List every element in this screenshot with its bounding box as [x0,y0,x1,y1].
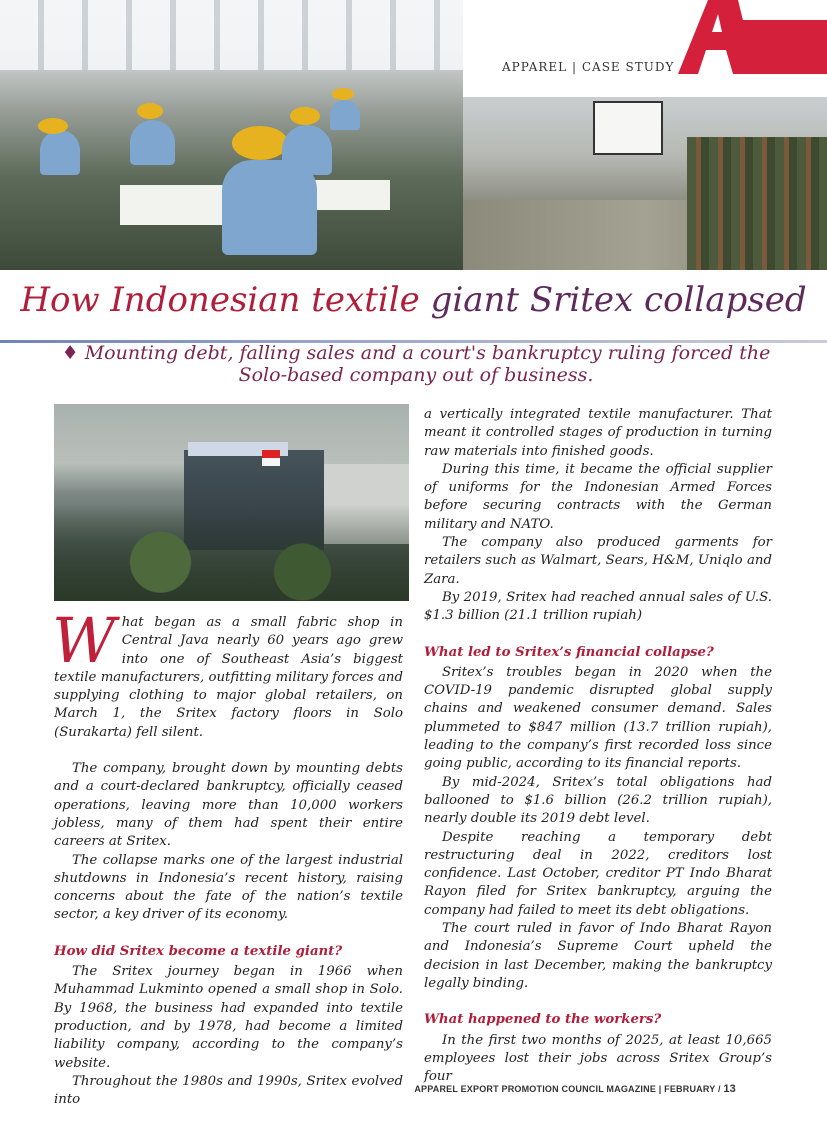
body-paragraph: a vertically integrated textile manufacturer. That meant it controlled stages of production in turning raw materials into finished goods. [424,407,772,459]
flag [262,458,280,466]
body-paragraph: Sritex’s troubles began in 2020 when the COVID-19 pandemic disrupted global supply chains and weakened consumer demand. Sales plummeted to $847 million (13.7 trillion rupiah), leading to the company’s first recorded loss since going public, according to its financial reports. [424,664,772,772]
body-paragraph: During this time, it became the official supplier of uniforms for the Indonesian Armed Forces before securing contracts with the German military and NATO. [424,461,772,532]
section-mark-letter: A [714,45,716,47]
worker-figure [330,100,360,130]
flag [262,450,280,458]
factory-ceiling [0,0,463,70]
article-subtitle [60,342,772,386]
garment-rack [687,137,827,270]
section-heading: How did Sritex become a textile giant? [54,943,343,959]
section-kicker [502,60,674,74]
body-paragraph: The company, brought down by mounting debts and a court-declared bankruptcy, officially ceased operations, leaving more than 10,000 workers jobless, many of them had spent their entire careers at Sritex. [54,761,403,850]
lead-paragraph [52,604,403,742]
section-label: APPAREL [502,60,568,74]
subtitle-bullet: ♦ [61,342,79,364]
garment-line-photo [463,97,827,270]
subtitle-text: Mounting debt, falling sales and a court's bankruptcy ruling forced the Solo-based company out of business. [84,342,771,386]
section-heading: What happened to the workers? [424,1012,662,1028]
body-paragraph: The Sritex journey began in 1966 when Muhammad Lukminto opened a small shop in Solo. By 1968, the business had expanded into textile production, and by 1978, had become a limited liability company, according to the company’s website. [54,964,403,1071]
line-sign [593,101,663,155]
sewing-table [310,180,390,210]
factory-floor-photo [0,0,463,270]
category-label: CASE STUDY [581,60,675,74]
left-column [52,604,403,1109]
worker-cap [38,118,68,134]
worker-figure [130,120,175,165]
trees [54,504,409,601]
section-letter-mark [678,0,827,74]
worker-cap [290,107,320,125]
page-footer [400,1083,736,1095]
title-part-one: How Indonesian textile [20,280,431,320]
page-number: 13 [723,1083,736,1095]
footer-text: APPAREL EXPORT PROMOTION COUNCIL MAGAZINE | FEBRUARY / [414,1084,724,1094]
body-paragraph: The company also produced garments for retailers such as Walmart, Sears, H&M, Uniqlo and Zara. [424,535,772,587]
body-paragraph: The court ruled in favor of Indo Bharat Rayon and Indonesia’s Supreme Court upheld the decision in last December, making the bankruptcy legally binding. [424,921,772,991]
body-paragraph: By 2019, Sritex had reached annual sales of U.S. $1.3 billion (21.1 trillion rupiah) [424,589,772,624]
body-paragraph: In the first two months of 2025, at least 10,665 employees lost their jobs across Sritex Group’s four [424,1032,772,1085]
lead-text: hat began as a small fabric shop in Central Java nearly 60 years ago grew into one of Southeast Asia’s biggest textile manufacturers, outfitting military forces and supplying clothing to major global retailers, on March 1, the Sritex factory floors in Solo (Surakarta) fell silent. [54,615,403,740]
worker-cap [232,126,288,160]
worker-figure [40,130,80,175]
title-part-two: giant Sritex collapsed [430,280,807,320]
body-paragraph: Throughout the 1980s and 1990s, Sritex evolved into [54,1073,403,1108]
worker-figure [282,125,332,175]
article-title [0,280,827,320]
body-paragraph: By mid-2024, Sritex’s total obligations had ballooned to $1.6 billion (26.2 trillion rupiah), nearly double its 2019 debt level. [424,774,772,827]
right-column [424,406,772,1086]
sritex-headquarters-photo [54,404,409,601]
drop-cap: W [52,604,116,677]
worker-cap [332,88,354,100]
worker-cap [137,103,163,119]
body-paragraph: Despite reaching a temporary debt restructuring deal in 2022, creditors lost confidence. Last October, creditor PT Indo Bharat Rayon filed for Sritex bankruptcy, arguing the company had failed to meet its debt obligations. [424,829,772,918]
body-paragraph: The collapse marks one of the largest industrial shutdowns in Indonesia’s recent history, raising concerns about the fate of the nation’s textile sector, a key driver of its economy. [54,852,403,923]
section-heading: What led to Sritex’s financial collapse? [424,644,714,660]
kicker-separator: | [571,60,578,74]
